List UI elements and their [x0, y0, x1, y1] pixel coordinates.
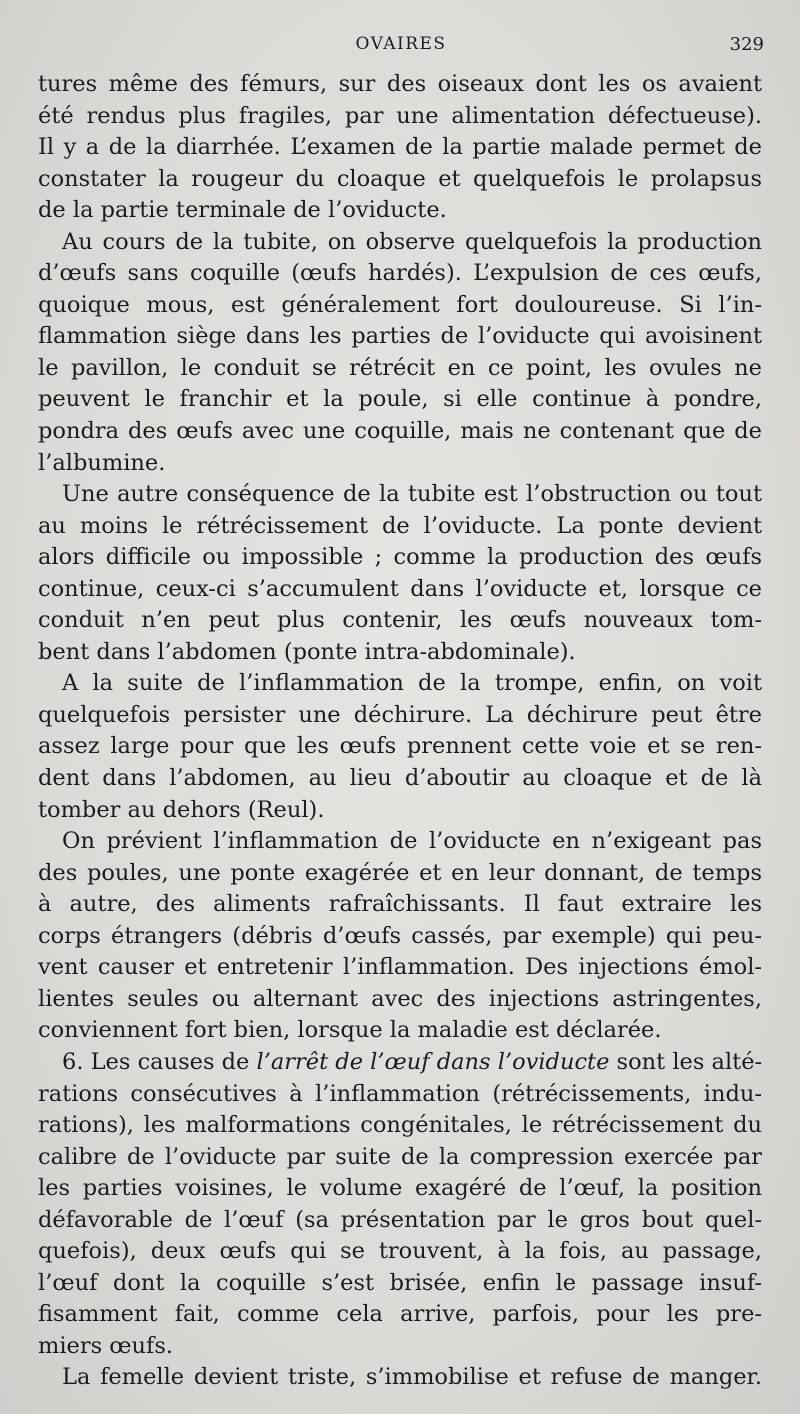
- text-line: d’œufs sans coquille (œufs hardés). L’expulsion de ces œufs,: [38, 260, 762, 287]
- text-line: peuvent le franchir et la poule, si elle continue à pondre,: [38, 386, 762, 413]
- text-line: lientes seules ou alternant avec des injections astringentes,: [38, 985, 762, 1012]
- text-line: tomber au dehors (Reul).: [38, 796, 325, 823]
- text-line: tures même des fémurs, sur des oiseaux dont les os avaient: [38, 71, 762, 97]
- text-line: rations), les malformations congénitales, le rétrécissement du: [38, 1112, 762, 1139]
- text-line: quoique mous, est généralement fort douloureuse. Si l’in-: [38, 291, 762, 318]
- text-line: été rendus plus fragiles, par une alimentation défectueuse).: [38, 102, 762, 129]
- text-line: constater la rougeur du cloaque et quelquefois le prolapsus: [38, 165, 762, 192]
- text-line: On prévient l’inflammation de l’oviducte en n’exigeant pas: [62, 828, 762, 855]
- text-run: 6. Les causes de: [62, 1048, 257, 1075]
- text-line: l’albumine.: [38, 449, 166, 476]
- italic-term: l’arrêt de l’œuf dans l’oviducte: [256, 1048, 610, 1075]
- text-line: Il y a de la diarrhée. L’examen de la partie malade permet de: [38, 134, 762, 161]
- text-line: quelquefois persister une déchirure. La déchirure peut être: [38, 701, 762, 728]
- text-line: quefois), deux œufs qui se trouvent, à la fois, au passage,: [38, 1238, 762, 1265]
- text-line: A la suite de l’inflammation de la trompe, enfin, on voit: [62, 670, 762, 697]
- text-line: corps étrangers (débris d’œufs cassés, par exemple) qui peu-: [38, 922, 762, 949]
- text-line: conviennent fort bien, lorsque la maladie est déclarée.: [38, 1017, 662, 1044]
- text-line: assez large pour que les œufs prennent cette voie et se ren-: [38, 733, 762, 760]
- text-line: le pavillon, le conduit se rétrécit en ce point, les ovules ne: [38, 354, 762, 381]
- text-line: [38, 1047, 762, 1079]
- paragraph-5: [38, 826, 762, 1047]
- text-line: à autre, des aliments rafraîchissants. Il faut extraire les: [38, 891, 762, 918]
- paragraph-4: [38, 668, 762, 826]
- text-line: miers œufs.: [38, 1332, 174, 1359]
- text-line: calibre de l’oviducte par suite de la compression exercée par: [38, 1143, 762, 1170]
- text-line: flammation siège dans les parties de l’oviducte qui avoisinent: [38, 323, 762, 350]
- text-run: sont les alté-: [609, 1048, 763, 1075]
- text-line: alors difficile ou impossible ; comme la production des œufs: [38, 544, 762, 571]
- text-line: les parties voisines, le volume exagéré de l’œuf, la position: [38, 1175, 762, 1202]
- paragraph-2: [38, 227, 762, 479]
- page-header: [38, 30, 764, 60]
- paragraph-1: [38, 69, 762, 227]
- text-line: dent dans l’abdomen, au lieu d’aboutir au cloaque et de là: [38, 765, 762, 792]
- paragraph-7: [38, 1362, 762, 1394]
- text-line: défavorable de l’œuf (sa présentation par le gros bout quel-: [38, 1206, 762, 1233]
- text-line: l’œuf dont la coquille s’est brisée, enfin le passage insuf-: [38, 1269, 762, 1296]
- paragraph-3: [38, 479, 762, 668]
- text-line: bent dans l’abdomen (ponte intra-abdominale).: [38, 638, 576, 665]
- text-line: rations consécutives à l’inflammation (rétrécissements, indu-: [38, 1080, 762, 1107]
- text-line: Au cours de la tubite, on observe quelquefois la production: [62, 228, 762, 255]
- text-line: vent causer et entretenir l’inflammation. Des injections émol-: [38, 954, 762, 981]
- text-line: de la partie terminale de l’oviducte.: [38, 197, 447, 224]
- text-line: continue, ceux-ci s’accumulent dans l’oviducte et, lorsque ce: [38, 575, 762, 602]
- body-text: [38, 69, 762, 1394]
- text-line: conduit n’en peut plus contenir, les œufs nouveaux tom-: [38, 607, 762, 634]
- paragraph-6: [38, 1047, 762, 1362]
- text-line: des poules, une ponte exagérée et en leur donnant, de temps: [38, 859, 762, 886]
- text-line: La femelle devient triste, s’immobilise et refuse de manger.: [62, 1364, 762, 1391]
- page-number: 329: [729, 34, 764, 55]
- text-line: au moins le rétrécissement de l’oviducte. La ponte devient: [38, 512, 762, 539]
- running-head: OVAIRES: [355, 34, 447, 54]
- text-line: pondra des œufs avec une coquille, mais ne contenant que de: [38, 418, 762, 445]
- text-line: Une autre conséquence de la tubite est l’obstruction ou tout: [62, 481, 762, 508]
- text-line: fisamment fait, comme cela arrive, parfois, pour les pre-: [38, 1301, 762, 1328]
